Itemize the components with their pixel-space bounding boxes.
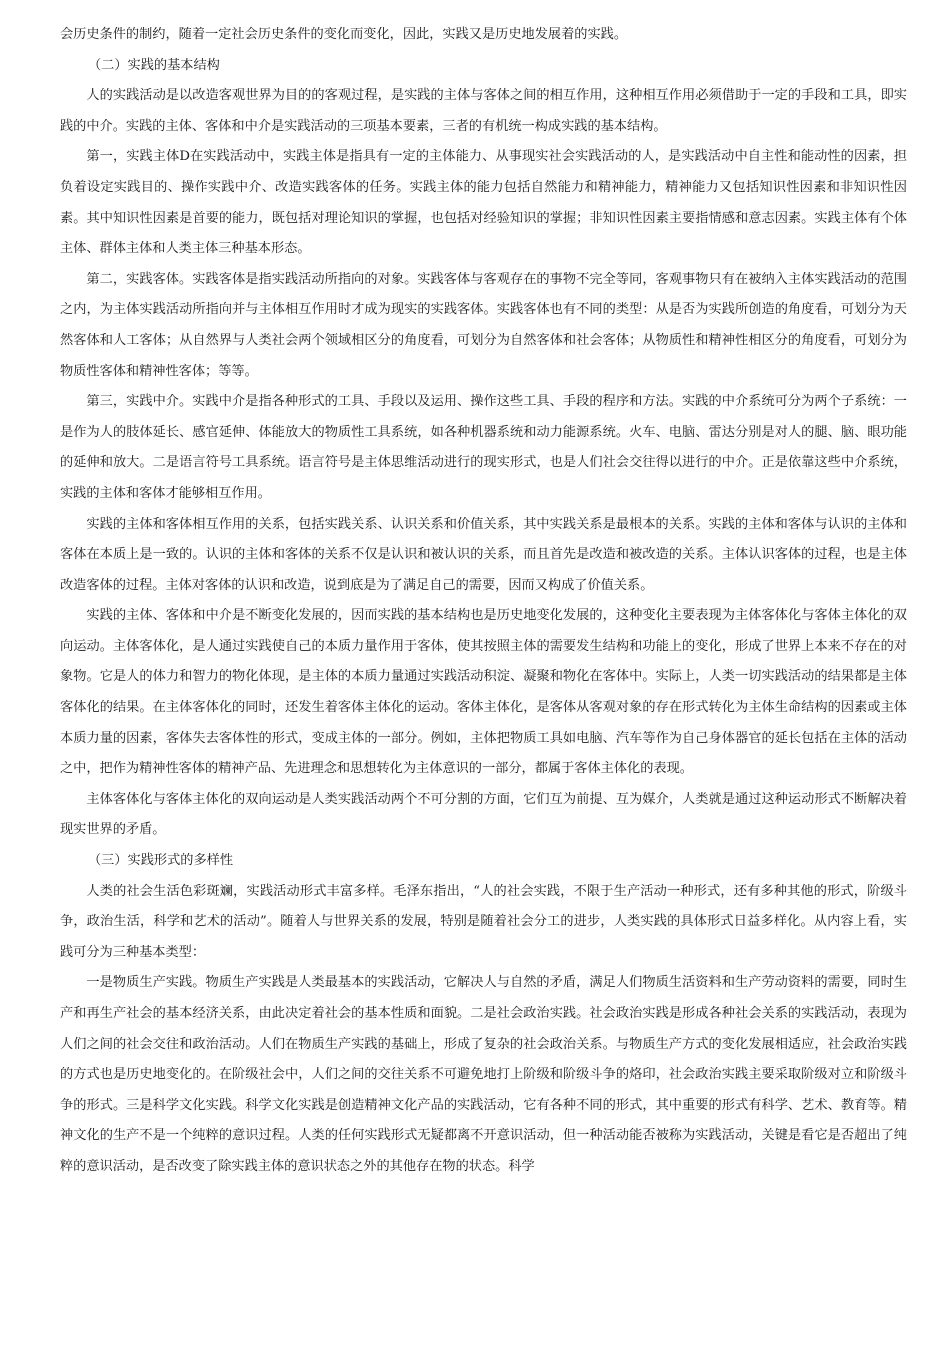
body-paragraph: 第三，实践中介。实践中介是指各种形式的工具、手段以及运用、操作这些工具、手段的程序和方法。实践的中介系统可分为两个子系统：一是作为人的肢体延长、感官延伸、体能放大的物质性工具系统，如各种机器系统和动力能源系统。火车、电脑、雷达分别是对人的腿、脑、眼功能的延伸和放大。二是语言符号工具系统。语言符号是主体思维活动进行的现实形式，也是人们社会交往得以进行的中介。正是依靠这些中介系统，实践的主体和客体才能够相互作用。 [60,394,907,501]
body-paragraph: 人的实践活动是以改造客观世界为目的的客观过程，是实践的主体与客体之间的相互作用，这种相互作用必须借助于一定的手段和工具，即实践的中介。实践的主体、客体和中介是实践活动的三项基本要素，三者的有机统一构成实践的基本结构。 [60,88,907,134]
section-heading: （三）实践形式的多样性 [88,853,234,869]
body-paragraph: 人类的社会生活色彩斑斓，实践活动形式丰富多样。毛泽东指出，“人的社会实践，不限于生产活动一种形式，还有多种其他的形式，阶级斗争，政治生活，科学和艺术的活动”。随着人与世界关系的发展，特别是随着社会分工的进步，人类实践的具体形式日益多样化。从内容上看，实践可分为三种基本类型： [60,883,907,960]
body-paragraph: 第一，实践主体D在实践活动中，实践主体是指具有一定的主体能力、从事现实社会实践活动的人，是实践活动中自主性和能动性的因素，担负着设定实践目的、操作实践中介、改造实践客体的任务。实践主体的能力包括自然能力和精神能力，精神能力又包括知识性因素和非知识性因素。其中知识性因素是首要的能力，既包括对理论知识的掌握，也包括对经验知识的掌握；非知识性因素主要指情感和意志因素。实践主体有个体主体、群体主体和人类主体三种基本形态。 [60,149,907,257]
body-paragraph: 第二，实践客体。实践客体是指实践活动所指向的对象。实践客体与客观存在的事物不完全等同，客观事物只有在被纳入主体实践活动的范围之内，为主体实践活动所指向并与主体相互作用时才成为现实的实践客体。实践客体也有不同的类型：从是否为实践所创造的角度看，可划分为天然客体和人工客体；从自然界与人类社会两个领域相区分的角度看，可划分为自然客体和社会客体；从物质性和精神性相区分的角度看，可划分为物质性客体和精神性客体；等等。 [60,271,907,379]
body-paragraph: 一是物质生产实践。物质生产实践是人类最基本的实践活动，它解决人与自然的矛盾，满足人们物质生活资料和生产劳动资料的需要，同时生产和再生产社会的基本经济关系，由此决定着社会的基本性质和面貌。二是社会政治实践。社会政治实践是形成各种社会关系的实践活动，表现为人们之间的社会交往和政治活动。人们在物质生产实践的基础上，形成了复杂的社会政治关系。与物质生产方式的变化发展相适应，社会政治实践的方式也是历史地变化的。在阶级社会中，人们之间的交往关系不可避免地打上阶级和阶级斗争的烙印，社会政治实践主要采取阶级对立和阶级斗争的形式。三是科学文化实践。科学文化实践是创造精神文化产品的实践活动，它有各种不同的形式，其中重要的形式有科学、艺术、教育等。精神文化的生产不是一个纯粹的意识过程。人类的任何实践形式无疑都离不开意识活动，但一种活动能否被称为实践活动，关键是看它是否超出了纯粹的意识活动，是否改变了除实践主体的意识状态之外的其他存在物的状态。科学 [60,975,907,1174]
body-paragraph: 实践的主体、客体和中介是不断变化发展的，因而实践的基本结构也是历史地变化发展的，这种变化主要表现为主体客体化与客体主体化的双向运动。主体客体化，是人通过实践使自己的本质力量作用于客体，使其按照主体的需要发生结构和功能上的变化，形成了世界上本来不存在的对象物。它是人的体力和智力的物化体现，是主体的本质力量通过实践活动积淀、凝聚和物化在客体中。实际上，人类一切实践活动的结果都是主体客体化的结果。在主体客体化的同时，还发生着客体主体化的运动。客体主体化，是客体从客观对象的存在形式转化为主体生命结构的因素或主体本质力量的因素，客体失去客体性的形式，变成主体的一部分。例如，主体把物质工具如电脑、汽车等作为自己身体器官的延长包括在主体的活动之中，把作为精神性客体的精神产品、先进理念和思想转化为主体意识的一部分，都属于客体主体化的表现。 [60,608,907,777]
section-heading: （二）实践的基本结构 [88,57,220,73]
body-paragraph: 实践的主体和客体相互作用的关系，包括实践关系、认识关系和价值关系，其中实践关系是最根本的关系。实践的主体和客体与认识的主体和客体在本质上是一致的。认识的主体和客体的关系不仅是认识和被认识的关系，而且首先是改造和被改造的关系。主体认识客体的过程，也是主体改造客体的过程。主体对客体的认识和改造，说到底是为了满足自己的需要，因而又构成了价值关系。 [60,516,907,593]
continuation-paragraph: 会历史条件的制约，随着一定社会历史条件的变化而变化，因此，实践又是历史地发展着的实践。 [60,27,628,42]
body-paragraph: 主体客体化与客体主体化的双向运动是人类实践活动两个不可分割的方面，它们互为前提、互为媒介，人类就是通过这种运动形式不断解决着现实世界的矛盾。 [60,791,907,838]
